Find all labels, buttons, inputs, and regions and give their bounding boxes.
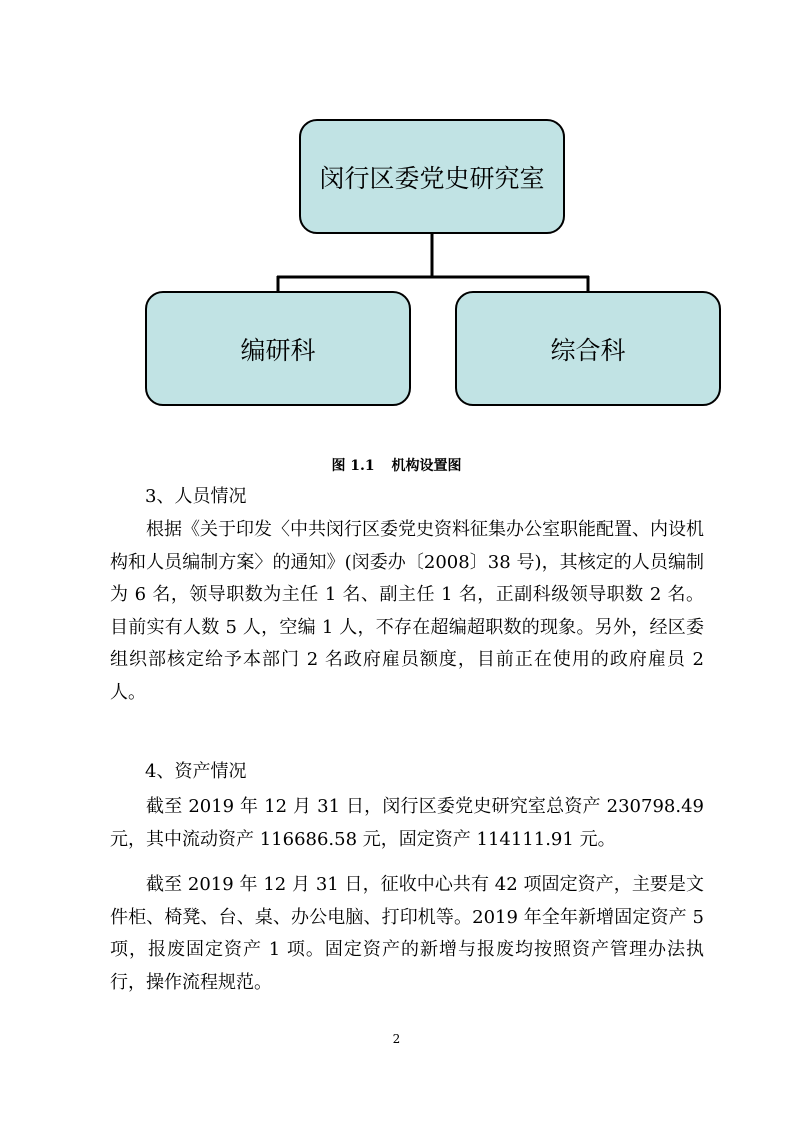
section-4-paragraph-1: 截至 2019 年 12 月 31 日，闵行区委党史研究室总资产 230798.49 元，其中流动资产 116686.58 元，固定资产 114111.91 元。	[110, 796, 704, 850]
figure-title: 机构设置图	[391, 458, 462, 474]
section-4-paragraph-2: 截至 2019 年 12 月 31 日，征收中心共有 42 项固定资产，主要是文件柜、椅凳、台、桌、办公电脑、打印机等。2019 年全年新增固定资产 5 项，报废固定资产 1 项。固定资产的新增与报废均按照资产管理办法执行，操作流程规范。	[110, 874, 704, 993]
org-chart-right-box	[455, 291, 721, 406]
section-4-heading: 4、资产情况	[145, 761, 247, 782]
org-chart-top-label: 闵行区委党史研究室	[319, 163, 545, 193]
page-number: 2	[392, 1032, 401, 1046]
section-3-body: 根据《关于印发〈中共闵行区委党史资料征集办公室职能配置、内设机构和人员编制方案〉的通知》(闵委办〔2008〕38 号)，其核定的人员编制为 6 名，领导职数为主任 1 名、副主任 1 名，正副科级领导职数 2 名。目前实有人数 5 人，空编 1 人，不存在超编超职数的现象。另外，经区委组织部核定给予本部门 2 名政府雇员额度，目前正在使用的政府雇员 2 人。	[110, 519, 704, 703]
figure-caption	[0, 455, 793, 475]
figure-number: 图 1.1	[331, 458, 375, 474]
org-chart-left-label: 编研科	[240, 335, 316, 365]
org-chart-right-label: 综合科	[550, 335, 626, 365]
org-chart-left-box	[145, 291, 411, 406]
section-3-heading: 3、人员情况	[145, 486, 247, 507]
